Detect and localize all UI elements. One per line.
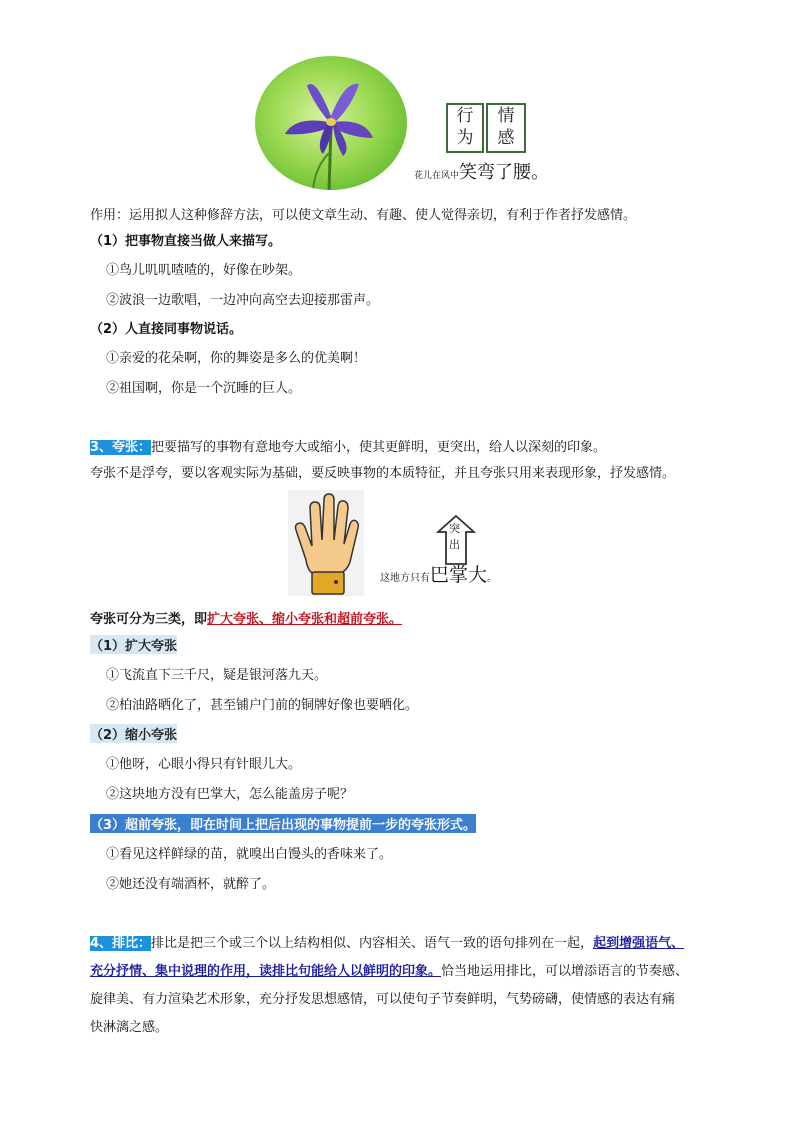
exaggeration-heading: 3、夸张： <box>90 440 152 455</box>
exaggeration-classes-prefix: 夸张可分为三类，即 <box>90 612 208 627</box>
arrow-char-bottom: 出 <box>449 538 460 551</box>
parallelism-line-2 <box>90 960 688 979</box>
hand-caption-big: 巴掌大 <box>430 564 488 586</box>
parallelism-heading: 4、排比： <box>90 936 152 951</box>
box-emotion <box>486 103 526 153</box>
arrow-char-top: 突 <box>449 522 460 535</box>
hand-caption-end: 。 <box>487 573 498 584</box>
personification-effect: 作用：运用拟人这种修辞方法，可以使文章生动、有趣、使人觉得亲切，有利于作者抒发感情。 <box>90 208 637 223</box>
exaggeration-type2-ex1: ①他呀，心眼小得只有针眼儿大。 <box>106 757 302 772</box>
parallelism-line-1 <box>90 932 684 951</box>
exaggeration-classes-list: 扩大夸张、缩小夸张和超前夸张。 <box>207 612 403 627</box>
flower-caption <box>414 158 549 184</box>
box-char-3: 情 <box>497 106 515 126</box>
personification-type1-ex1: ①鸟儿叽叽喳喳的，好像在吵架。 <box>106 263 302 278</box>
box-char-2: 为 <box>456 128 474 148</box>
parallelism-highlight1: 起到增强语气、 <box>593 936 685 951</box>
parallelism-text1: 排比是把三个或三个以上结构相似、内容相关、语气一致的语句排列在一起， <box>151 936 594 951</box>
personification-type1-title: （1）把事物直接当做人来描写。 <box>90 234 282 249</box>
exaggeration-type3-title: （3）超前夸张，即在时间上把后出现的事物提前一步的夸张形式。 <box>90 814 476 833</box>
exaggeration-classes-line <box>90 608 402 627</box>
hand-image <box>288 490 364 596</box>
parallelism-highlight2: 充分抒情、集中说理的作用，读排比句能给人以鲜明的印象。 <box>90 964 442 979</box>
exaggeration-note: 夸张不是浮夸，要以客观实际为基础，要反映事物的本质特征，并且夸张只用来表现形象，抒发感情。 <box>90 466 676 481</box>
exaggeration-type1-title: （1）扩大夸张 <box>90 635 177 654</box>
iris-flower-icon <box>255 56 407 190</box>
box-char-1: 行 <box>456 106 474 126</box>
exaggeration-type1-ex1: ①飞流直下三千尺，疑是银河落九天。 <box>106 668 328 683</box>
hand-caption-small: 这地方只有 <box>380 573 430 584</box>
exaggeration-type3-ex1: ①看见这样鲜绿的苗，就嗅出白馒头的香味来了。 <box>106 847 393 862</box>
iris-flower-image <box>255 56 407 190</box>
parallelism-text2: 恰当地运用排比，可以增添语言的节奏感、 <box>441 964 689 979</box>
hand-icon <box>288 490 364 596</box>
caption-big: 笑弯了腰。 <box>459 162 550 183</box>
caption-small: 花儿在风中 <box>414 171 460 181</box>
personification-type1-ex2: ②波浪一边歌唱，一边冲向高空去迎接那雷声。 <box>106 293 380 308</box>
exaggeration-type1-ex2: ②柏油路晒化了，甚至铺户门前的铜牌好像也要晒化。 <box>106 698 419 713</box>
parallelism-line-3: 旋律美、有力渲染艺术形象，充分抒发思想感情，可以使句子节奏鲜明，气势磅礴，使情感的表达有痛 <box>90 992 676 1007</box>
box-char-4: 感 <box>497 128 515 148</box>
exaggeration-definition-line <box>90 436 606 455</box>
exaggeration-type2-ex2: ②这块地方没有巴掌大，怎么能盖房子呢？ <box>106 787 354 802</box>
personification-type2-ex1: ①亲爱的花朵啊，你的舞姿是多么的优美啊！ <box>106 351 367 366</box>
personification-type2-title: （2）人直接同事物说话。 <box>90 322 243 337</box>
exaggeration-definition: 把要描写的事物有意地夸大或缩小，使其更鲜明，更突出，给人以深刻的印象。 <box>151 440 607 455</box>
hand-caption <box>380 560 497 587</box>
personification-type2-ex2: ②祖国啊，你是一个沉睡的巨人。 <box>106 381 302 396</box>
exaggeration-type2-title: （2）缩小夸张 <box>90 724 177 743</box>
parallelism-line-4: 快淋漓之感。 <box>90 1020 169 1035</box>
exaggeration-type3-ex2: ②她还没有端酒杯，就醉了。 <box>106 877 276 892</box>
box-behavior <box>446 103 484 153</box>
